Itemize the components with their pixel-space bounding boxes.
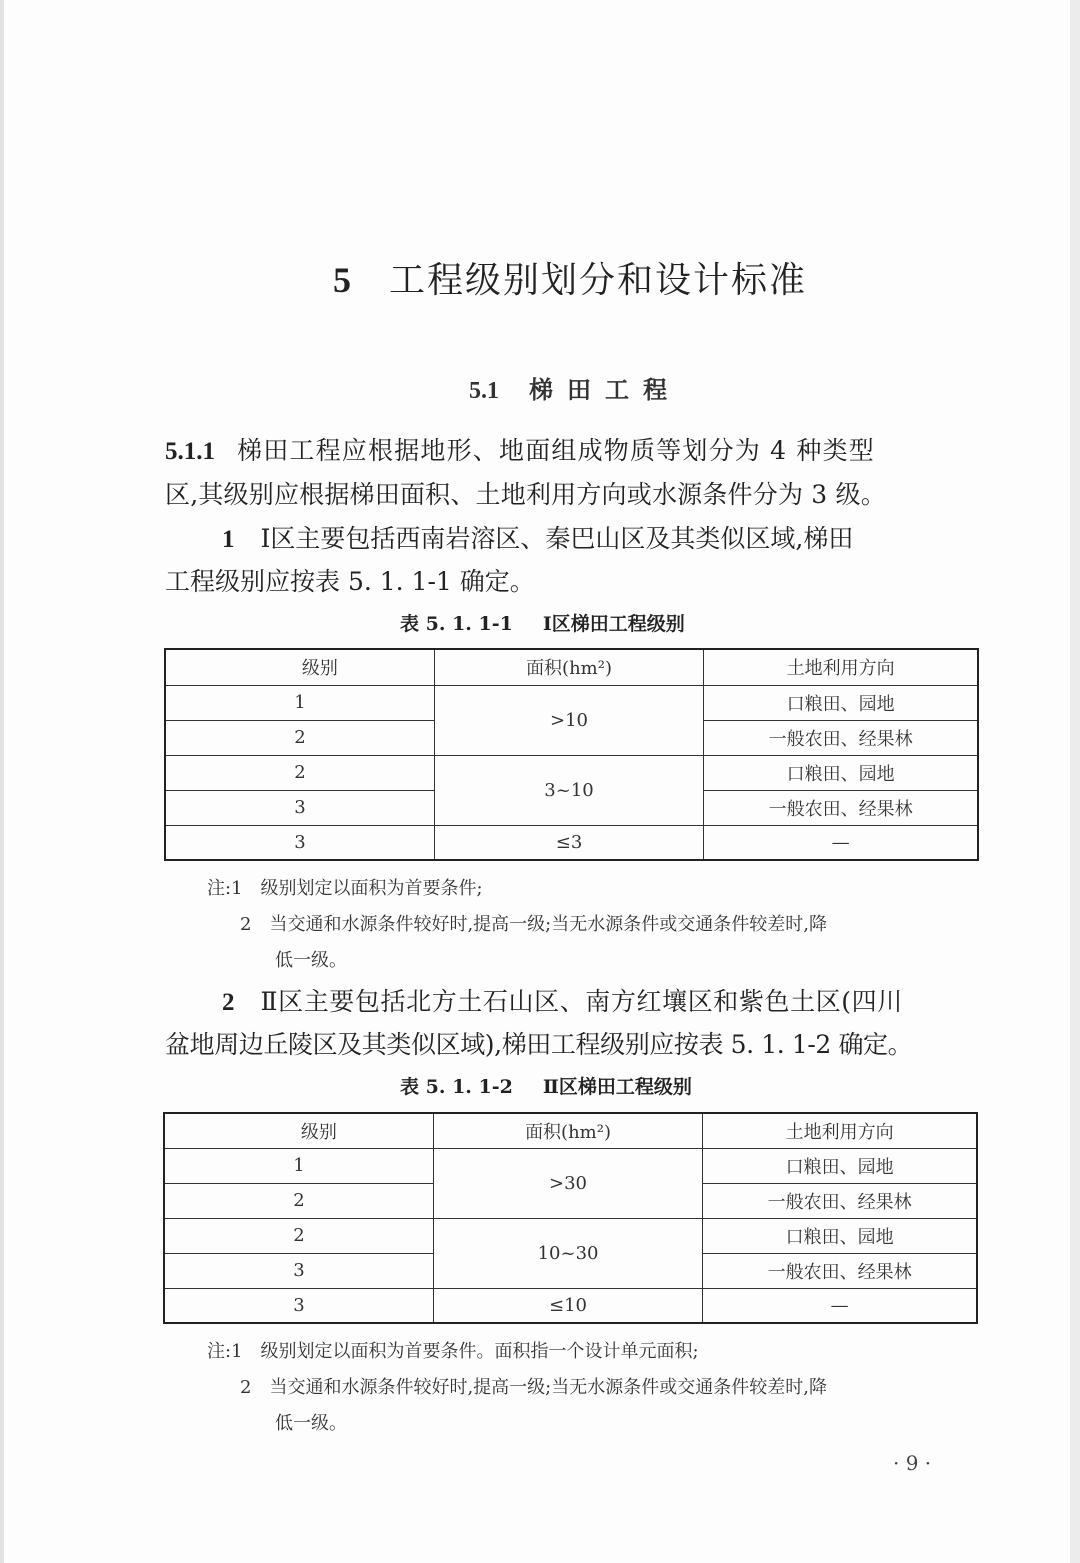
- cell-area: ≤3: [434, 825, 703, 860]
- section-title-text: 梯田工程: [529, 375, 681, 404]
- clause-5-1-1: [165, 432, 875, 470]
- header-grade: 级别: [164, 1113, 433, 1148]
- cell-area: 3~10: [434, 755, 703, 825]
- item-1: [222, 520, 853, 558]
- cell-area: 10~30: [433, 1218, 702, 1288]
- page-number: · 9 ·: [893, 1451, 932, 1475]
- item-2-line-1: Ⅱ区主要包括北方土石山区、南方红壤区和紫色土区(四川: [260, 987, 903, 1016]
- cell-grade: 3: [165, 825, 434, 860]
- table-1-note-1: [207, 874, 483, 900]
- note-prefix: 注:: [207, 878, 232, 899]
- table-1-caption-title: Ⅰ区梯田工程级别: [542, 613, 685, 635]
- cell-land-use: 口粮田、园地: [704, 755, 978, 790]
- header-grade: 级别: [165, 649, 434, 685]
- cell-land-use: 口粮田、园地: [703, 1148, 977, 1183]
- table-1-caption-number: 表 5. 1. 1-1: [400, 613, 513, 635]
- header-land-use: 土地利用方向: [703, 1113, 977, 1148]
- section-title: [0, 370, 1080, 405]
- cell-land-use: —: [704, 825, 978, 860]
- cell-land-use: 口粮田、园地: [703, 1218, 977, 1253]
- item-2: [222, 983, 903, 1021]
- header-land-use: 土地利用方向: [704, 649, 978, 685]
- cell-grade: 2: [164, 1183, 433, 1218]
- table-2-caption-number: 表 5. 1. 1-2: [400, 1076, 513, 1098]
- table-2-note-2-line-2: 低一级。: [275, 1413, 347, 1434]
- cell-grade: 3: [165, 790, 434, 825]
- cell-land-use: 一般农田、经果林: [703, 1183, 977, 1218]
- table-2-caption-title: Ⅱ区梯田工程级别: [542, 1076, 692, 1098]
- chapter-title-text: 工程级别划分和设计标准: [388, 260, 807, 301]
- cell-land-use: 一般农田、经果林: [703, 1253, 977, 1288]
- table-row: [165, 685, 978, 720]
- note-number: 1: [231, 1341, 243, 1362]
- clause-line-2: 区,其级别应根据梯田面积、土地利用方向或水源条件分为 3 级。: [165, 480, 886, 509]
- table-1-caption: [400, 609, 685, 636]
- table-row: [164, 1148, 977, 1183]
- cell-grade: 1: [164, 1148, 433, 1183]
- table-row: [164, 1288, 977, 1323]
- item-1-line-2: 工程级别应按表 5. 1. 1-1 确定。: [165, 567, 535, 596]
- note-number: 1: [231, 878, 243, 899]
- cell-land-use: 一般农田、经果林: [704, 790, 978, 825]
- chapter-title: [0, 252, 1080, 303]
- chapter-number: 5: [332, 260, 353, 300]
- cell-area: >10: [434, 685, 703, 755]
- note-text: 当交通和水源条件较好时,提高一级;当无水源条件或交通条件较差时,降: [269, 914, 827, 935]
- page-edge-left: [0, 0, 4, 1563]
- header-area: 面积(hm²): [433, 1113, 702, 1148]
- table-2: [163, 1112, 978, 1324]
- note-text: 级别划定以面积为首要条件;: [260, 878, 483, 899]
- cell-grade: 2: [165, 720, 434, 755]
- table-2-note-1: [207, 1337, 699, 1363]
- section-number: 5.1: [469, 378, 499, 404]
- cell-area: ≤10: [433, 1288, 702, 1323]
- cell-land-use: 口粮田、园地: [704, 685, 978, 720]
- cell-land-use: 一般农田、经果林: [704, 720, 978, 755]
- table-1-note-2-line-2: 低一级。: [275, 950, 347, 971]
- cell-grade: 3: [164, 1288, 433, 1323]
- cell-grade: 2: [165, 755, 434, 790]
- item-2-line-2: 盆地周边丘陵区及其类似区域),梯田工程级别应按表 5. 1. 1-2 确定。: [165, 1030, 913, 1059]
- clause-line-1: 梯田工程应根据地形、地面组成物质等划分为 4 种类型: [237, 436, 876, 465]
- cell-land-use: —: [703, 1288, 977, 1323]
- item-1-line-1: Ⅰ区主要包括西南岩溶区、秦巴山区及其类似区域,梯田: [260, 524, 854, 553]
- item-1-number: 1: [222, 526, 235, 553]
- note-prefix: 注:: [207, 1341, 232, 1362]
- note-number: 2: [240, 1377, 252, 1398]
- cell-area: >30: [433, 1148, 702, 1218]
- note-text: 当交通和水源条件较好时,提高一级;当无水源条件或交通条件较差时,降: [269, 1377, 827, 1398]
- table-row: [165, 825, 978, 860]
- cell-grade: 3: [164, 1253, 433, 1288]
- table-row: [165, 755, 978, 790]
- table-header-row: [164, 1113, 977, 1148]
- page-edge-right: [1070, 0, 1080, 1563]
- cell-grade: 2: [164, 1218, 433, 1253]
- cell-grade: 1: [165, 685, 434, 720]
- table-header-row: [165, 649, 978, 685]
- table-2-note-2: [240, 1373, 827, 1399]
- item-2-number: 2: [222, 989, 235, 1016]
- header-area: 面积(hm²): [434, 649, 703, 685]
- table-1-note-2: [240, 910, 827, 936]
- table-1: [164, 648, 979, 861]
- table-2-caption: [400, 1072, 692, 1099]
- table-row: [164, 1218, 977, 1253]
- clause-number: 5.1.1: [165, 438, 215, 465]
- note-text: 级别划定以面积为首要条件。面积指一个设计单元面积;: [260, 1341, 699, 1362]
- note-number: 2: [240, 914, 252, 935]
